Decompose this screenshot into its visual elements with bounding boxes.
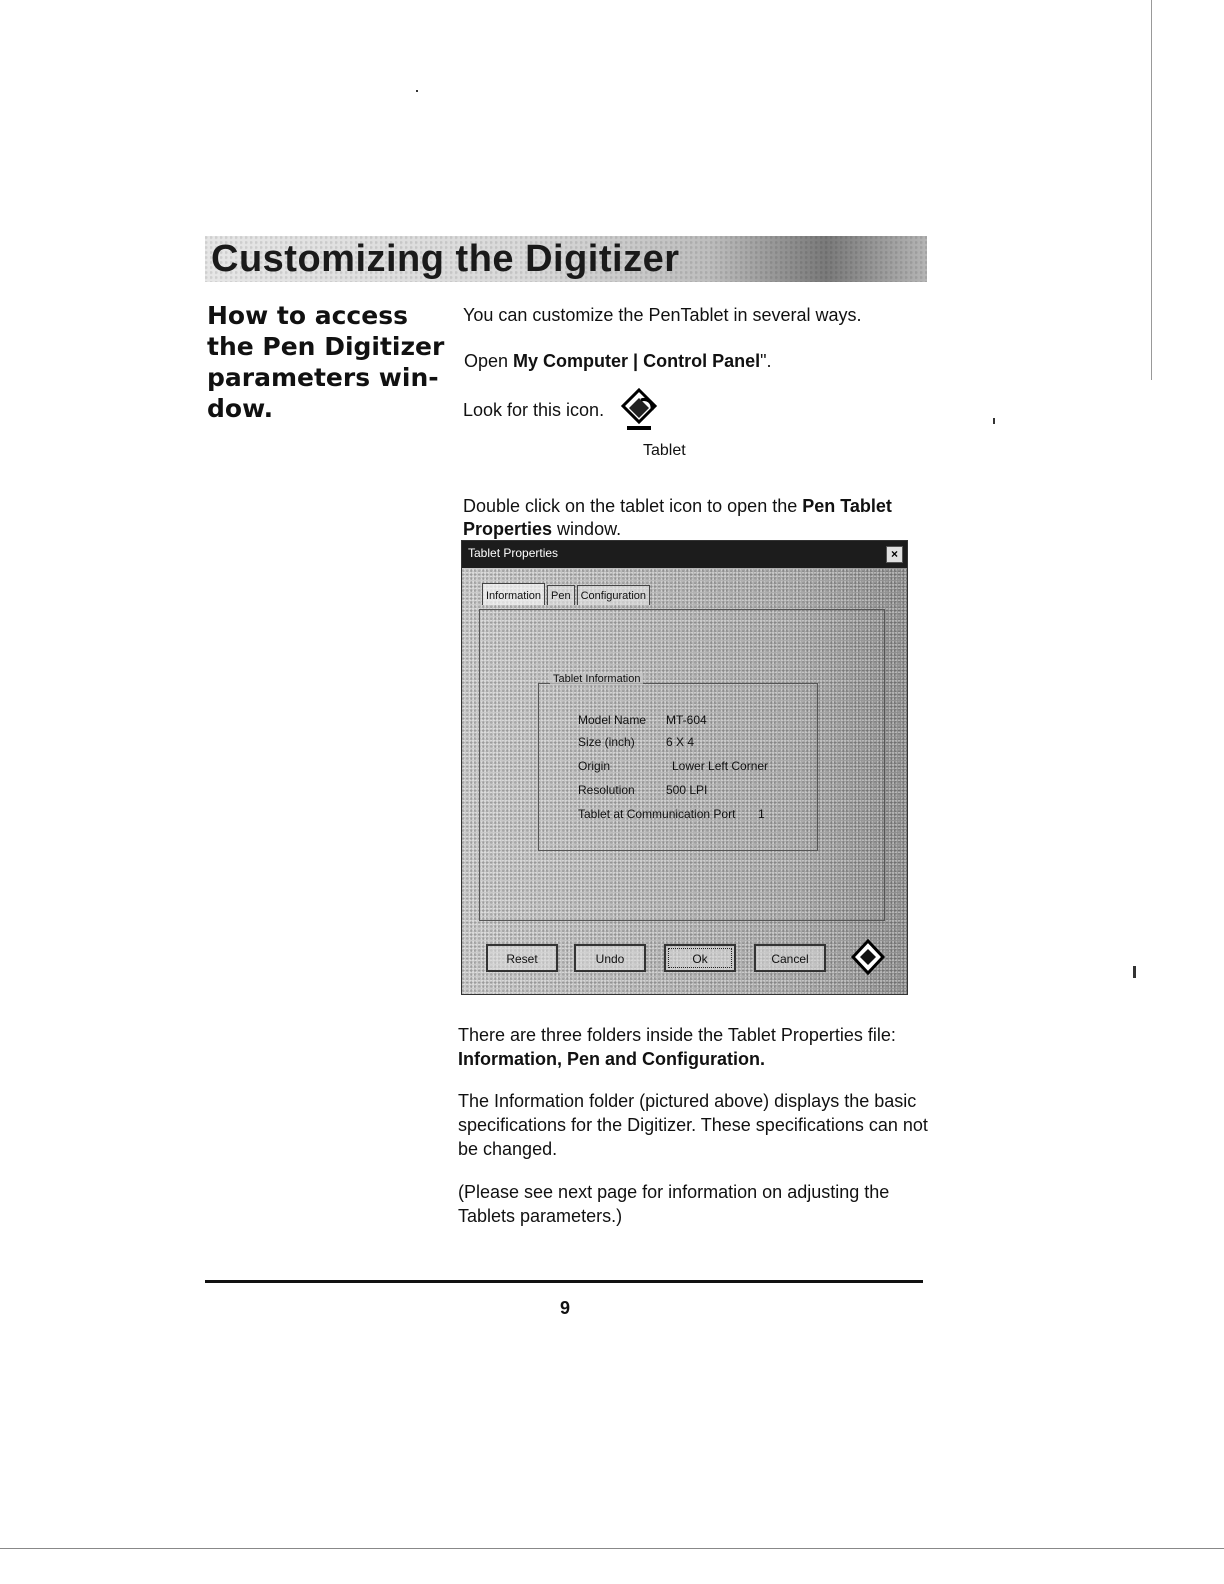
open-path: My Computer | Control Panel: [513, 351, 761, 371]
tab-configuration[interactable]: Configuration: [577, 585, 650, 605]
page-number: 9: [560, 1298, 571, 1318]
section-title: Customizing the Digitizer: [211, 238, 680, 280]
scan-speck: [1133, 966, 1136, 978]
scan-speck: [993, 418, 995, 424]
open-suffix: ".: [760, 351, 772, 371]
row-value-model: MT-604: [666, 713, 707, 727]
folders-text: There are three folders inside the Tablet Properties file:: [458, 1025, 896, 1045]
row-value-size: 6 X 4: [666, 735, 695, 749]
pen-tablet-icon: [850, 939, 886, 979]
double-click-bold: Pen Tablet Properties: [463, 496, 892, 539]
tablet-properties-dialog: [461, 540, 908, 995]
folders-list: Information, Pen and Configuration.: [458, 1049, 765, 1069]
tablet-icon: [619, 388, 659, 434]
open-prefix: Open: [464, 351, 514, 371]
group-label: Tablet Information: [550, 673, 643, 685]
row-label-size: Size (inch): [578, 735, 635, 749]
scan-speck: [416, 90, 418, 92]
close-icon[interactable]: ×: [886, 546, 903, 563]
cancel-button[interactable]: Cancel: [754, 944, 826, 972]
ok-button[interactable]: Ok: [664, 944, 736, 972]
dialog-title: Tablet Properties: [468, 546, 559, 560]
double-click-prefix: Double click on the tablet icon to open the: [463, 496, 803, 516]
row-value-origin: Lower Left Corner: [672, 759, 769, 773]
reset-button[interactable]: Reset: [486, 944, 558, 972]
section-title-banner: [205, 236, 927, 282]
double-click-suffix: window.: [552, 519, 622, 539]
side-heading: How to access the Pen Digitizer parameters win-dow.: [207, 301, 445, 423]
scan-bottom-line: [0, 1548, 1224, 1549]
dialog-titlebar: [462, 541, 907, 568]
row-label-model: Model Name: [578, 713, 647, 727]
information-paragraph: The Information folder (pictured above) displays the basic specifications for the Digitizer. These specifications can not be changed.: [458, 1091, 928, 1159]
double-click-instruction: [463, 495, 893, 541]
folders-paragraph: [458, 1023, 928, 1071]
tab-information[interactable]: Information: [482, 583, 545, 605]
intro-text: You can customize the PenTablet in several ways.: [463, 305, 862, 325]
row-label-resolution: Resolution: [578, 783, 635, 797]
open-instruction: [464, 351, 772, 372]
tablet-icon-caption: Tablet: [643, 442, 686, 459]
row-value-resolution: 500 LPI: [666, 783, 708, 797]
next-page-paragraph: (Please see next page for information on adjusting the Tablets parameters.): [458, 1182, 890, 1226]
undo-button[interactable]: Undo: [574, 944, 646, 972]
dialog-tabs: [482, 583, 652, 609]
tab-pen[interactable]: Pen: [547, 585, 575, 605]
row-value-port: 1: [758, 807, 765, 821]
row-label-port: Tablet at Communication Port: [578, 807, 736, 821]
look-for-text: Look for this icon.: [463, 400, 605, 420]
footer-rule: [205, 1280, 923, 1283]
row-label-origin: Origin: [578, 759, 611, 773]
scan-edge-line: [1151, 0, 1152, 380]
